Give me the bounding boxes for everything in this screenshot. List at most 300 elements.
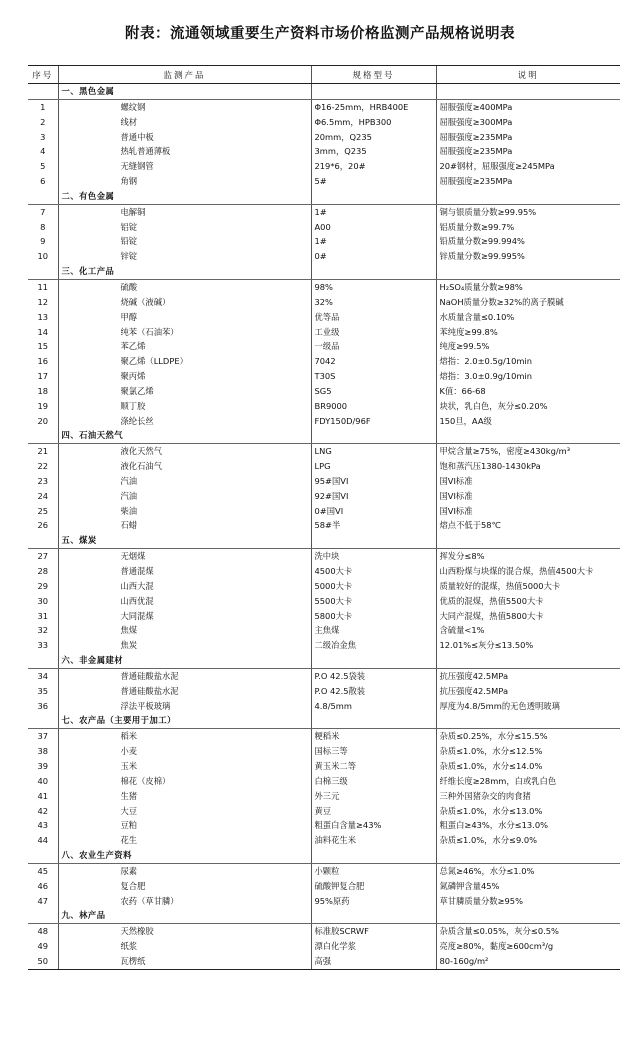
cell-desc: 80-160g/m² <box>436 954 620 969</box>
spec-table <box>28 65 620 970</box>
table-row <box>28 744 620 759</box>
cell-no: 11 <box>37 281 49 292</box>
cell-name: 汽油 <box>58 489 311 504</box>
cell-spec: 4500大卡 <box>311 564 436 579</box>
cell-desc: 优质的混煤，热值5500大卡 <box>436 594 620 609</box>
cell-no: 43 <box>37 820 49 831</box>
cell-name: 花生 <box>58 833 311 848</box>
cell-desc: 国VI标准 <box>436 489 620 504</box>
cell-spec: 98% <box>311 279 436 294</box>
category-name: 二、有色金属 <box>58 189 311 204</box>
cell-desc: 含硫量<1% <box>436 623 620 638</box>
cell-no: 49 <box>37 941 49 952</box>
table-row <box>28 295 620 310</box>
cell-name: 铅锭 <box>58 234 311 249</box>
cell-name: 纯苯（石油苯） <box>58 325 311 340</box>
cell-spec: 5000大卡 <box>311 579 436 594</box>
cell-desc: 12.01%≤灰分≤13.50% <box>436 638 620 653</box>
category-spec-cell <box>311 533 436 548</box>
category-spec-cell <box>311 848 436 863</box>
table-row <box>28 518 620 533</box>
cell-name: 纸浆 <box>58 939 311 954</box>
cell-no: 14 <box>37 326 49 337</box>
cell-no: 27 <box>37 551 49 562</box>
cell-no: 31 <box>37 610 49 621</box>
cell-no: 17 <box>37 371 49 382</box>
category-desc-cell <box>436 84 620 100</box>
cell-name: 热轧普通薄板 <box>58 144 311 159</box>
cell-desc: 山西粉煤与块煤的混合煤，热值4500大卡 <box>436 564 620 579</box>
cell-spec: 3mm，Q235 <box>311 144 436 159</box>
cell-spec: 5500大卡 <box>311 594 436 609</box>
cell-no: 48 <box>37 926 49 937</box>
cell-desc: 饱和蒸汽压1380-1430kPa <box>436 459 620 474</box>
cell-name: 铝锭 <box>58 220 311 235</box>
table-row <box>28 144 620 159</box>
cell-no: 8 <box>40 221 46 232</box>
category-no-cell <box>28 848 58 863</box>
header-spec: 规格型号 <box>311 66 436 84</box>
cell-desc: H₂SO₄质量分数≥98% <box>436 279 620 294</box>
table-row <box>28 564 620 579</box>
category-spec-cell <box>311 653 436 668</box>
table-row <box>28 99 620 114</box>
cell-name: 尿素 <box>58 863 311 878</box>
cell-desc: 纤维长度≥28mm，白或乳白色 <box>436 774 620 789</box>
cell-desc: NaOH质量分数≥32%的离子膜碱 <box>436 295 620 310</box>
cell-spec: 32% <box>311 295 436 310</box>
cell-name: 豆粕 <box>58 818 311 833</box>
category-spec-cell <box>311 84 436 100</box>
cell-name: 普通中板 <box>58 130 311 145</box>
cell-spec: 油料花生米 <box>311 833 436 848</box>
cell-name: 瓦楞纸 <box>58 954 311 969</box>
cell-spec: LNG <box>311 444 436 459</box>
category-no-cell <box>28 264 58 279</box>
cell-spec: 国标三等 <box>311 744 436 759</box>
category-row <box>28 848 620 863</box>
cell-name: 线材 <box>58 115 311 130</box>
cell-desc: 抗压强度42.5MPa <box>436 684 620 699</box>
table-row <box>28 894 620 909</box>
category-spec-cell <box>311 189 436 204</box>
cell-no: 4 <box>40 146 46 157</box>
cell-spec: 4.8/5mm <box>311 699 436 714</box>
cell-desc: 三种外国猪杂交的肉食猪 <box>436 789 620 804</box>
cell-name: 小麦 <box>58 744 311 759</box>
cell-no: 46 <box>37 880 49 891</box>
cell-name: 浮法平板玻璃 <box>58 699 311 714</box>
table-row <box>28 609 620 624</box>
table-row <box>28 339 620 354</box>
cell-desc: 国VI标准 <box>436 504 620 519</box>
category-desc-cell <box>436 428 620 443</box>
cell-desc: 草甘膦质量分数≥95% <box>436 894 620 909</box>
cell-desc: 铅质量分数≥99.994% <box>436 234 620 249</box>
cell-desc: 氮磷钾含量45% <box>436 879 620 894</box>
cell-spec: FDY150D/96F <box>311 414 436 429</box>
cell-spec: A00 <box>311 220 436 235</box>
cell-desc: 铜与银质量分数≥99.95% <box>436 204 620 219</box>
cell-desc: 杂质含量≤0.05%，灰分≤0.5% <box>436 924 620 939</box>
table-row <box>28 699 620 714</box>
cell-desc: 屈服强度≥300MPa <box>436 115 620 130</box>
table-row <box>28 174 620 189</box>
cell-spec: 0# <box>311 249 436 264</box>
cell-desc: 杂质≤1.0%，水分≤13.0% <box>436 804 620 819</box>
category-spec-cell <box>311 713 436 728</box>
cell-spec: T30S <box>311 369 436 384</box>
cell-name: 无烟煤 <box>58 549 311 564</box>
cell-spec: 0#国VI <box>311 504 436 519</box>
cell-spec: Φ6.5mm，HPB300 <box>311 115 436 130</box>
category-name: 五、煤炭 <box>58 533 311 548</box>
category-desc-cell <box>436 264 620 279</box>
cell-no: 38 <box>37 746 49 757</box>
cell-spec: P.O 42.5袋装 <box>311 668 436 683</box>
cell-name: 硫酸 <box>58 279 311 294</box>
table-row <box>28 369 620 384</box>
cell-spec: Φ16-25mm，HRB400E <box>311 99 436 114</box>
cell-no: 42 <box>37 805 49 816</box>
table-row <box>28 804 620 819</box>
cell-spec: 95%原药 <box>311 894 436 909</box>
header-no: 序号 <box>28 66 58 84</box>
cell-desc: 抗压强度42.5MPa <box>436 668 620 683</box>
category-name: 六、非金属建材 <box>58 653 311 668</box>
category-name: 七、农产品（主要用于加工） <box>58 713 311 728</box>
cell-name: 液化石油气 <box>58 459 311 474</box>
cell-desc: 杂质≤1.0%，水分≤12.5% <box>436 744 620 759</box>
cell-desc: 杂质≤1.0%，水分≤9.0% <box>436 833 620 848</box>
cell-name: 无缝钢管 <box>58 159 311 174</box>
cell-no: 2 <box>40 116 46 127</box>
category-row <box>28 189 620 204</box>
category-name: 八、农业生产资料 <box>58 848 311 863</box>
table-body <box>28 84 620 970</box>
table-row <box>28 354 620 369</box>
cell-no: 34 <box>37 670 49 681</box>
cell-name: 苯乙烯 <box>58 339 311 354</box>
category-row <box>28 264 620 279</box>
cell-spec: 漂白化学浆 <box>311 939 436 954</box>
category-name: 一、黑色金属 <box>58 84 311 100</box>
cell-name: 柴油 <box>58 504 311 519</box>
cell-name: 普通硅酸盐水泥 <box>58 668 311 683</box>
category-no-cell <box>28 713 58 728</box>
cell-name: 天然橡胶 <box>58 924 311 939</box>
category-no-cell <box>28 189 58 204</box>
cell-spec: 20mm，Q235 <box>311 130 436 145</box>
table-row <box>28 638 620 653</box>
cell-spec: 92#国VI <box>311 489 436 504</box>
cell-desc: 粗蛋白≥43%，水分≤13.0% <box>436 818 620 833</box>
cell-desc: 纯度≥99.5% <box>436 339 620 354</box>
cell-spec: 外三元 <box>311 789 436 804</box>
cell-spec: 洗中块 <box>311 549 436 564</box>
page-title: 附表：流通领域重要生产资料市场价格监测产品规格说明表 <box>125 25 515 42</box>
table-row <box>28 668 620 683</box>
category-no-cell <box>28 533 58 548</box>
cell-no: 26 <box>37 520 49 531</box>
cell-no: 21 <box>37 446 49 457</box>
cell-desc: 屈服强度≥235MPa <box>436 174 620 189</box>
cell-desc: 20#钢材，屈服强度≥245MPa <box>436 159 620 174</box>
cell-name: 玉米 <box>58 759 311 774</box>
table-row <box>28 459 620 474</box>
category-spec-cell <box>311 264 436 279</box>
cell-no: 35 <box>37 685 49 696</box>
cell-no: 7 <box>40 206 46 217</box>
cell-desc: 150旦，AA级 <box>436 414 620 429</box>
table-row <box>28 729 620 744</box>
cell-spec: 219*6，20# <box>311 159 436 174</box>
cell-desc: 屈服强度≥235MPa <box>436 130 620 145</box>
cell-no: 45 <box>37 865 49 876</box>
cell-desc: 杂质≤0.25%，水分≤15.5% <box>436 729 620 744</box>
category-name: 三、化工产品 <box>58 264 311 279</box>
table-row <box>28 504 620 519</box>
cell-spec: 1# <box>311 234 436 249</box>
cell-spec: 优等品 <box>311 310 436 325</box>
table-row <box>28 924 620 939</box>
cell-spec: 5# <box>311 174 436 189</box>
cell-name: 聚氯乙烯 <box>58 384 311 399</box>
cell-name: 角钢 <box>58 174 311 189</box>
category-desc-cell <box>436 189 620 204</box>
cell-spec: 一级品 <box>311 339 436 354</box>
cell-spec: 二级冶金焦 <box>311 638 436 653</box>
cell-name: 大豆 <box>58 804 311 819</box>
table-row <box>28 310 620 325</box>
cell-desc: 熔指：2.0±0.5g/10min <box>436 354 620 369</box>
category-row <box>28 908 620 923</box>
table-row <box>28 774 620 789</box>
cell-no: 10 <box>37 251 49 262</box>
category-desc-cell <box>436 848 620 863</box>
cell-no: 36 <box>37 700 49 711</box>
table-row <box>28 444 620 459</box>
table-header-row <box>28 66 620 84</box>
cell-desc: 甲烷含量≥75%，密度≥430kg/m³ <box>436 444 620 459</box>
category-name: 四、石油天然气 <box>58 428 311 443</box>
header-desc: 说明 <box>436 66 620 84</box>
table-row <box>28 623 620 638</box>
cell-desc: 质量较好的混煤，热值5000大卡 <box>436 579 620 594</box>
cell-no: 32 <box>37 625 49 636</box>
cell-desc: 挥发分≤8% <box>436 549 620 564</box>
cell-desc: 杂质≤1.0%，水分≤14.0% <box>436 759 620 774</box>
category-desc-cell <box>436 533 620 548</box>
cell-name: 山西优混 <box>58 594 311 609</box>
cell-no: 18 <box>37 385 49 396</box>
table-row <box>28 249 620 264</box>
cell-name: 螺纹钢 <box>58 99 311 114</box>
category-name: 九、林产品 <box>58 908 311 923</box>
cell-spec: 1# <box>311 204 436 219</box>
cell-no: 16 <box>37 356 49 367</box>
table-row <box>28 384 620 399</box>
cell-desc: 锌质量分数≥99.995% <box>436 249 620 264</box>
cell-spec: 黄玉米二等 <box>311 759 436 774</box>
category-spec-cell <box>311 908 436 923</box>
cell-name: 液化天然气 <box>58 444 311 459</box>
cell-name: 顺丁胶 <box>58 399 311 414</box>
table-row <box>28 204 620 219</box>
cell-no: 30 <box>37 595 49 606</box>
cell-desc: 大同产混煤，热值5800大卡 <box>436 609 620 624</box>
cell-name: 生猪 <box>58 789 311 804</box>
cell-no: 3 <box>40 131 46 142</box>
cell-desc: K值：66-68 <box>436 384 620 399</box>
cell-name: 汽油 <box>58 474 311 489</box>
cell-name: 普通硅酸盐水泥 <box>58 684 311 699</box>
cell-desc: 国VI标准 <box>436 474 620 489</box>
cell-spec: 58#半 <box>311 518 436 533</box>
cell-name: 普通混煤 <box>58 564 311 579</box>
cell-desc: 块状，乳白色，灰分≤0.20% <box>436 399 620 414</box>
table-row <box>28 399 620 414</box>
cell-name: 焦炭 <box>58 638 311 653</box>
cell-name: 烧碱（液碱） <box>58 295 311 310</box>
table-row <box>28 939 620 954</box>
table-row <box>28 325 620 340</box>
cell-name: 甲醇 <box>58 310 311 325</box>
cell-no: 39 <box>37 760 49 771</box>
table-row <box>28 594 620 609</box>
cell-spec: 95#国VI <box>311 474 436 489</box>
cell-spec: 小颗粒 <box>311 863 436 878</box>
cell-desc: 熔点不低于58℃ <box>436 518 620 533</box>
cell-spec: 黄豆 <box>311 804 436 819</box>
cell-no: 40 <box>37 775 49 786</box>
cell-name: 农药（草甘膦） <box>58 894 311 909</box>
cell-no: 6 <box>40 176 46 187</box>
table-row <box>28 954 620 969</box>
cell-name: 聚乙烯（LLDPE） <box>58 354 311 369</box>
cell-name: 稻米 <box>58 729 311 744</box>
cell-no: 50 <box>28 954 58 969</box>
cell-no: 25 <box>37 505 49 516</box>
cell-name: 电解铜 <box>58 204 311 219</box>
category-desc-cell <box>436 713 620 728</box>
category-row <box>28 713 620 728</box>
cell-no: 23 <box>37 475 49 486</box>
cell-no: 20 <box>37 415 49 426</box>
cell-spec: P.O 42.5散装 <box>311 684 436 699</box>
cell-no: 33 <box>37 640 49 651</box>
cell-name: 复合肥 <box>58 879 311 894</box>
cell-spec: LPG <box>311 459 436 474</box>
table-row <box>28 863 620 878</box>
cell-desc: 厚度为4.8/5mm的无色透明玻璃 <box>436 699 620 714</box>
cell-name: 锌锭 <box>58 249 311 264</box>
cell-desc: 铝质量分数≥99.7% <box>436 220 620 235</box>
cell-no: 15 <box>37 341 49 352</box>
category-spec-cell <box>311 428 436 443</box>
table-row <box>28 579 620 594</box>
cell-desc: 熔指：3.0±0.9g/10min <box>436 369 620 384</box>
cell-no: 47 <box>37 895 49 906</box>
category-desc-cell <box>436 908 620 923</box>
cell-name: 涤纶长丝 <box>58 414 311 429</box>
table-row <box>28 489 620 504</box>
cell-no: 24 <box>37 490 49 501</box>
cell-no: 19 <box>37 400 49 411</box>
cell-no: 44 <box>37 835 49 846</box>
cell-spec: 5800大卡 <box>311 609 436 624</box>
cell-no: 13 <box>37 311 49 322</box>
table-row <box>28 130 620 145</box>
cell-spec: 工业级 <box>311 325 436 340</box>
cell-no: 9 <box>40 236 46 247</box>
header-product: 监测产品 <box>58 66 311 84</box>
table-row <box>28 879 620 894</box>
category-row <box>28 653 620 668</box>
cell-spec: BR9000 <box>311 399 436 414</box>
table-row <box>28 159 620 174</box>
cell-name: 聚丙烯 <box>58 369 311 384</box>
cell-no: 1 <box>40 101 46 112</box>
category-row <box>28 428 620 443</box>
table-row <box>28 818 620 833</box>
cell-spec: 白棉三级 <box>311 774 436 789</box>
table-row <box>28 474 620 489</box>
table-row <box>28 234 620 249</box>
category-row <box>28 84 620 100</box>
cell-spec: 高强 <box>311 954 436 969</box>
cell-spec: 硫酸钾复合肥 <box>311 879 436 894</box>
category-no-cell <box>28 653 58 668</box>
table-row <box>28 414 620 429</box>
cell-desc: 总氮≥46%，水分≤1.0% <box>436 863 620 878</box>
table-row <box>28 759 620 774</box>
cell-spec: 7042 <box>311 354 436 369</box>
cell-no: 5 <box>40 161 46 172</box>
cell-no: 22 <box>37 461 49 472</box>
cell-name: 山西大混 <box>58 579 311 594</box>
table-row <box>28 279 620 294</box>
cell-no: 12 <box>37 296 49 307</box>
table-row <box>28 833 620 848</box>
cell-desc: 水质量含量≤0.10% <box>436 310 620 325</box>
cell-no: 29 <box>37 580 49 591</box>
cell-no: 41 <box>37 790 49 801</box>
category-no-cell <box>28 428 58 443</box>
table-row <box>28 789 620 804</box>
cell-spec: 主焦煤 <box>311 623 436 638</box>
cell-no: 37 <box>37 731 49 742</box>
table-row <box>28 220 620 235</box>
cell-spec: 粳稻米 <box>311 729 436 744</box>
cell-name: 大同混煤 <box>58 609 311 624</box>
category-desc-cell <box>436 653 620 668</box>
table-row <box>28 115 620 130</box>
cell-desc: 屈服强度≥235MPa <box>436 144 620 159</box>
cell-spec: SG5 <box>311 384 436 399</box>
cell-name: 焦煤 <box>58 623 311 638</box>
cell-desc: 苯纯度≥99.8% <box>436 325 620 340</box>
cell-no: 28 <box>37 566 49 576</box>
table-row <box>28 684 620 699</box>
category-no-cell <box>28 84 58 100</box>
table-row <box>28 549 620 564</box>
category-row <box>28 533 620 548</box>
cell-desc: 屈服强度≥400MPa <box>436 99 620 114</box>
cell-desc: 亮度≥80%，黏度≥600cm³/g <box>436 939 620 954</box>
cell-spec: 粗蛋白含量≥43% <box>311 818 436 833</box>
category-no-cell <box>28 908 58 923</box>
